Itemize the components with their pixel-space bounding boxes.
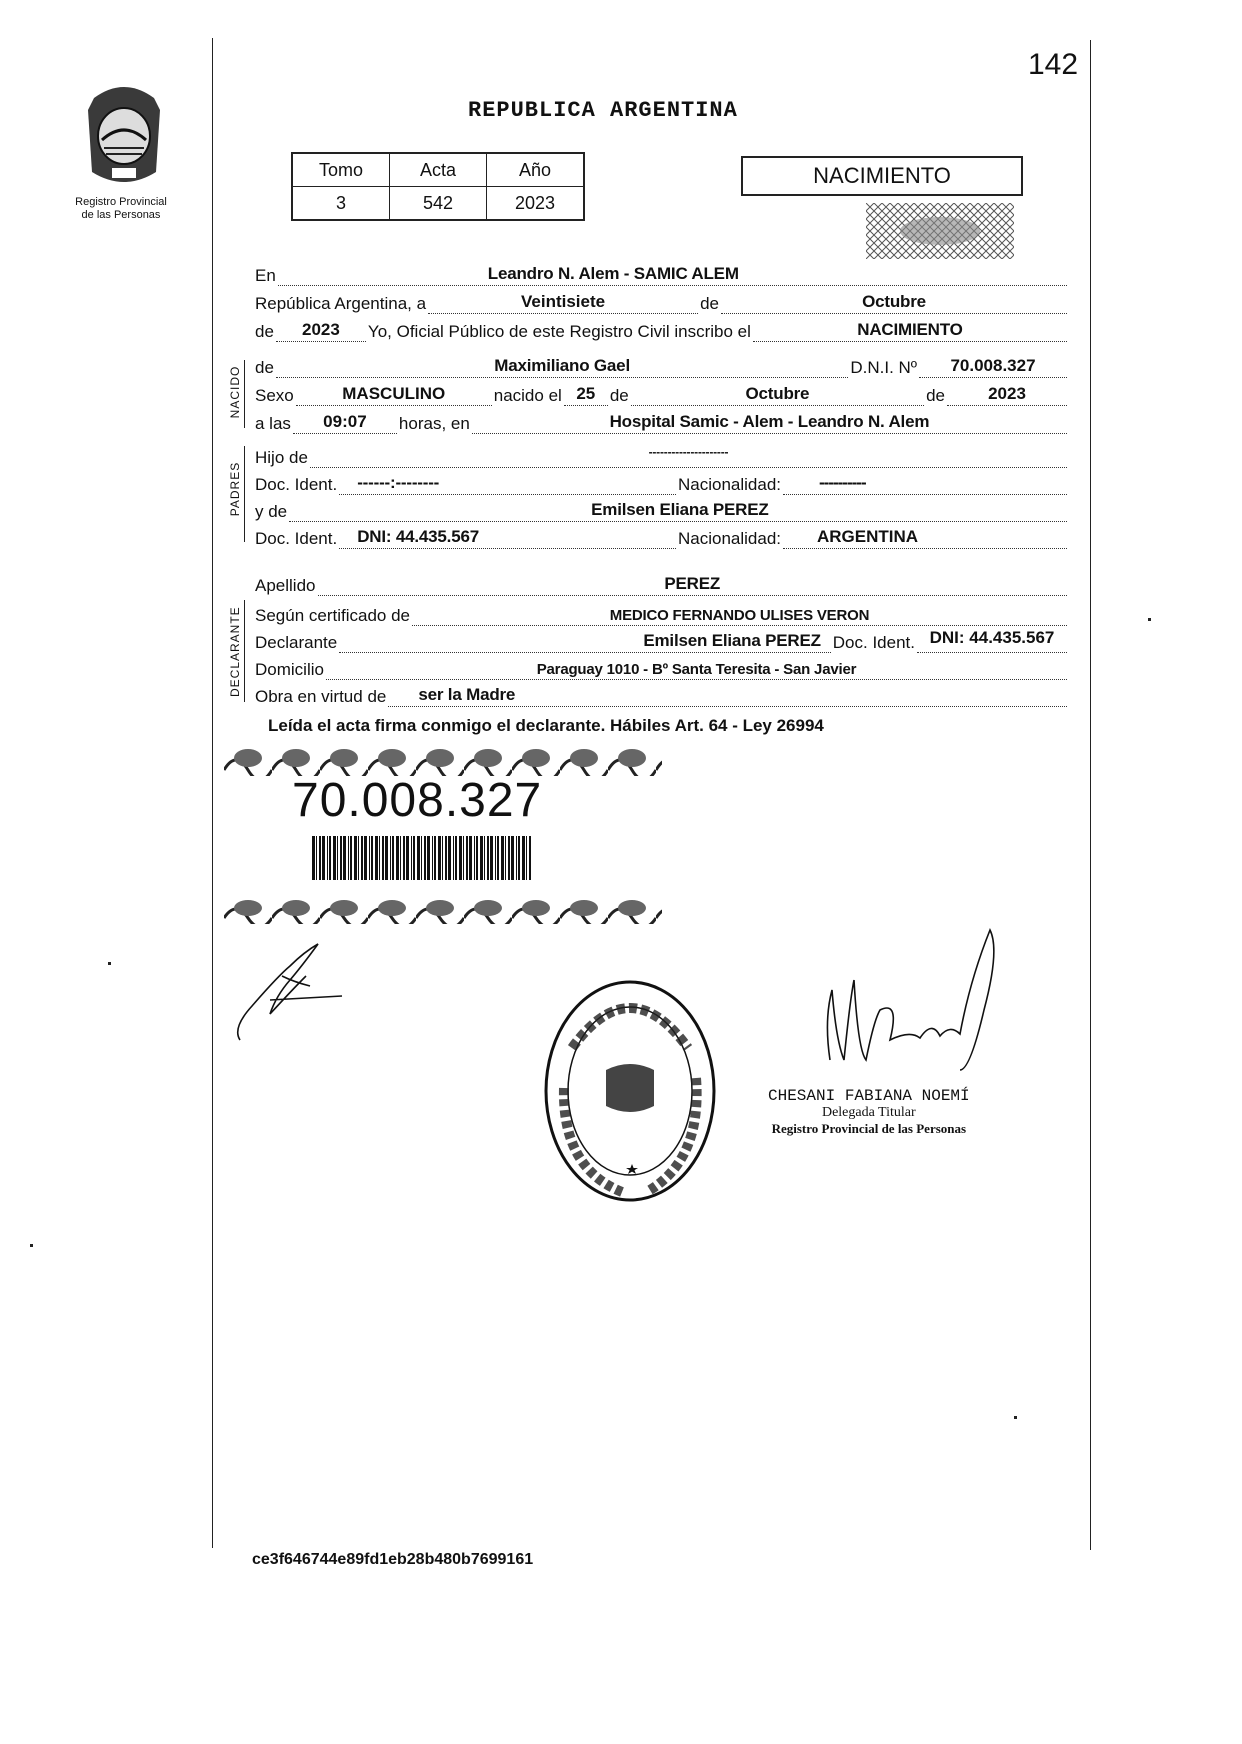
reason-row <box>255 679 1069 707</box>
time-value: 09:07 <box>323 412 367 431</box>
scan-speck <box>108 962 111 965</box>
barcode-bar <box>490 836 493 880</box>
barcode-bar <box>316 836 317 880</box>
signer-name: CHESANI FABIANA NOEMÍ <box>768 1087 970 1105</box>
mother-nat-field <box>783 526 1067 549</box>
year-value: 2023 <box>302 320 340 339</box>
barcode-bar <box>333 836 336 880</box>
barcode-bar <box>411 836 412 880</box>
header-tomo: Tomo <box>292 153 390 187</box>
barcode-bar <box>466 836 468 880</box>
declarant-doc-label: Doc. Ident. <box>832 633 915 652</box>
left-margin-line <box>212 38 213 1548</box>
cert-value: MEDICO FERNANDO ULISES VERON <box>609 607 870 624</box>
value-acta: 542 <box>390 187 487 221</box>
document-hash: ce3f646744e89fd1eb28b480b7699161 <box>252 1551 534 1568</box>
official-signature <box>232 936 352 1046</box>
padres-bracket <box>244 446 245 542</box>
time-field <box>293 411 397 434</box>
barcode-bar <box>322 836 325 880</box>
born-de2-label: de <box>926 386 945 405</box>
barcode-bar <box>480 836 483 880</box>
address-value: Paraguay 1010 - Bº Santa Teresita - San Javier <box>536 661 857 678</box>
place-value: Leandro N. Alem - SAMIC ALEM <box>487 264 739 283</box>
father-value: --------------------- <box>648 445 729 459</box>
barcode-bar <box>434 836 436 880</box>
signer-role: Delegada Titular <box>821 1105 916 1120</box>
barcode-bar <box>529 836 531 880</box>
month-field <box>721 291 1067 314</box>
declarant-value: Emilsen Eliana PEREZ <box>643 631 821 650</box>
barcode-bar <box>448 836 451 880</box>
hours-label: horas, en <box>398 414 470 433</box>
declarant-doc-value: DNI: 44.435.567 <box>929 628 1055 647</box>
day-value: Veintisiete <box>521 292 606 311</box>
barcode-bar <box>413 836 415 880</box>
date-de-label: de <box>700 294 719 313</box>
reason-field <box>388 684 1067 707</box>
year-text: Yo, Oficial Público de este Registro Civil inscribo el <box>367 322 751 341</box>
barcode-bar <box>403 836 405 880</box>
barcode-bar <box>396 836 399 880</box>
nacido-bracket <box>244 360 245 428</box>
mother-row <box>255 494 1069 522</box>
page-number: 142 <box>1028 48 1079 81</box>
barcode-bar <box>312 836 315 880</box>
large-dni-number: 70.008.327 <box>292 774 543 827</box>
sex-field <box>296 383 492 406</box>
born-de1-label: de <box>609 386 629 405</box>
father-row <box>255 440 1069 468</box>
declarante-side-label: DECLARANTE <box>228 606 242 697</box>
barcode-bar <box>459 836 462 880</box>
barcode-bar <box>358 836 359 880</box>
mother-doc-row <box>255 521 1069 549</box>
barcode-bar <box>508 836 510 880</box>
father-doc-field <box>339 472 676 495</box>
born-month-field <box>631 383 924 406</box>
surname-value: PEREZ <box>664 574 721 593</box>
mother-nat-label: Nacionalidad: <box>677 529 781 548</box>
right-margin-line <box>1090 40 1091 1550</box>
mother-nat-value: ARGENTINA <box>817 527 919 546</box>
surname-label: Apellido <box>255 576 316 595</box>
value-tomo: 3 <box>292 187 390 221</box>
barcode-bar <box>417 836 420 880</box>
barcode-bar <box>438 836 441 880</box>
born-dni-label: D.N.I. Nº <box>850 358 917 377</box>
padres-side-label: PADRES <box>228 461 242 517</box>
declarant-doc-field <box>917 630 1067 653</box>
barcode-bar <box>487 836 489 880</box>
province-seal-logo <box>74 80 174 192</box>
header-anio: Año <box>487 153 585 187</box>
barcode-bar <box>371 836 373 880</box>
barcode-bar <box>522 836 525 880</box>
barcode-bar <box>526 836 527 880</box>
mother-field <box>289 499 1067 522</box>
barcode-bar <box>445 836 447 880</box>
address-field <box>326 657 1067 680</box>
record-value: NACIMIENTO <box>857 320 963 339</box>
scan-speck <box>30 1244 33 1247</box>
barcode-bar <box>364 836 367 880</box>
barcode-bar <box>474 836 475 880</box>
barcode-bar <box>379 836 380 880</box>
barcode-bar <box>505 836 506 880</box>
barcode-bar <box>400 836 401 880</box>
barcode-bar <box>369 836 370 880</box>
barcode-bar <box>350 836 352 880</box>
barcode-bar <box>385 836 388 880</box>
barcode-bar <box>392 836 394 880</box>
mother-doc-value: DNI: 44.435.567 <box>357 527 479 546</box>
mother-value: Emilsen Eliana PEREZ <box>591 500 769 519</box>
born-on-label: nacido el <box>493 386 562 405</box>
declarante-bracket <box>244 600 245 702</box>
cert-field <box>412 603 1067 626</box>
barcode-bar <box>382 836 384 880</box>
barcode-bar <box>390 836 391 880</box>
barcode-bar <box>484 836 485 880</box>
barcode-bar <box>424 836 426 880</box>
year-field <box>276 319 366 342</box>
registry-stamp <box>542 978 718 1204</box>
barcode-bar <box>343 836 346 880</box>
father-nat-label: Nacionalidad: <box>677 475 781 494</box>
son-of-label: Hijo de <box>255 448 308 467</box>
date-row <box>255 286 1069 314</box>
barcode-bar <box>432 836 433 880</box>
barcode-bar <box>361 836 363 880</box>
date-prefix: República Argentina, a <box>255 294 427 313</box>
day-field <box>428 291 698 314</box>
birthplace-field <box>472 411 1067 434</box>
nacido-side-label: NACIDO <box>228 365 242 419</box>
barcode-bar <box>329 836 331 880</box>
mother-doc-field <box>339 526 676 549</box>
scan-speck <box>1148 618 1151 621</box>
legal-notice: Leída el acta firma conmigo el declarante. Hábiles Art. 64 - Ley 26994 <box>268 716 824 735</box>
barcode-bar <box>319 836 321 880</box>
signature-block <box>768 1087 970 1137</box>
barcode-bar <box>511 836 514 880</box>
barcode-bar <box>348 836 349 880</box>
born-dni-value: 70.008.327 <box>950 356 1036 375</box>
declarant-label: Declarante <box>255 633 338 652</box>
barcode-bar <box>518 836 520 880</box>
and-of-label: y de <box>255 502 288 521</box>
year-row <box>255 314 1069 342</box>
declarant-field <box>339 630 831 653</box>
header-acta: Acta <box>390 153 487 187</box>
document-title: REPUBLICA ARGENTINA <box>468 98 738 123</box>
barcode-bar <box>354 836 357 880</box>
born-name-field <box>276 355 848 378</box>
barcode-bar <box>516 836 517 880</box>
place-row <box>255 258 1069 286</box>
barcode-bar <box>501 836 504 880</box>
barcode-bar <box>375 836 378 880</box>
logo-caption <box>56 196 186 222</box>
born-sex-row <box>255 378 1069 406</box>
record-field <box>753 319 1067 342</box>
barcode-bar <box>327 836 328 880</box>
born-time-row <box>255 406 1069 434</box>
logo-caption-line2: de las Personas <box>81 209 161 221</box>
signer-org: Registro Provincial de las Personas <box>771 1121 967 1136</box>
born-name-row <box>255 350 1069 378</box>
reason-label: Obra en virtud de <box>255 687 387 706</box>
born-day-field <box>564 383 608 406</box>
barcode-bar <box>427 836 430 880</box>
declarant-row <box>255 625 1069 653</box>
month-value: Octubre <box>862 292 926 311</box>
born-month-value: Octubre <box>745 384 810 403</box>
born-day-value: 25 <box>576 384 596 403</box>
sex-value: MASCULINO <box>342 384 446 403</box>
barcode-bar <box>497 836 499 880</box>
barcode-bar <box>495 836 496 880</box>
birthplace-value: Hospital Samic - Alem - Leandro N. Alem <box>609 412 930 431</box>
security-pattern <box>866 203 1014 259</box>
father-nat-field <box>783 472 1067 495</box>
barcode-bar <box>406 836 409 880</box>
cert-label: Según certificado de <box>255 606 410 625</box>
place-field <box>278 263 1067 286</box>
mother-doc-label: Doc. Ident. <box>255 529 338 548</box>
delegate-signature <box>820 920 1010 1080</box>
logo-caption-line1: Registro Provincial <box>75 196 167 208</box>
surname-field <box>318 573 1068 596</box>
barcode-bar <box>453 836 454 880</box>
value-anio: 2023 <box>487 187 585 221</box>
barcode-bar <box>476 836 478 880</box>
sex-label: Sexo <box>255 386 294 405</box>
reason-value: ser la Madre <box>418 685 516 704</box>
record-type-box: NACIMIENTO <box>741 156 1023 196</box>
father-doc-value: ------:-------- <box>357 473 440 492</box>
father-nat-value: ---------- <box>819 473 866 492</box>
father-field <box>310 445 1067 468</box>
registry-table <box>291 152 585 221</box>
barcode-bar <box>442 836 443 880</box>
security-strip-bottom <box>224 898 662 924</box>
born-year-value: 2023 <box>988 384 1026 403</box>
year-prefix: de <box>255 322 274 341</box>
cert-row <box>255 598 1069 626</box>
father-doc-row <box>255 467 1069 495</box>
barcode-bar <box>340 836 342 880</box>
scan-speck <box>1014 1416 1017 1419</box>
barcode-bar <box>455 836 457 880</box>
barcode-bar <box>421 836 422 880</box>
barcode-bar <box>337 836 338 880</box>
time-label: a las <box>255 414 291 433</box>
born-de-label: de <box>255 358 274 377</box>
place-label: En <box>255 266 276 285</box>
surname-row <box>255 568 1069 596</box>
address-label: Domicilio <box>255 660 324 679</box>
born-year-field <box>947 383 1067 406</box>
born-dni-field <box>919 355 1067 378</box>
security-strip-top <box>224 746 662 776</box>
barcode-bar <box>469 836 472 880</box>
address-row <box>255 652 1069 680</box>
born-name-value: Maximiliano Gael <box>494 356 630 375</box>
barcode <box>310 836 534 880</box>
father-doc-label: Doc. Ident. <box>255 475 338 494</box>
barcode-bar <box>463 836 464 880</box>
